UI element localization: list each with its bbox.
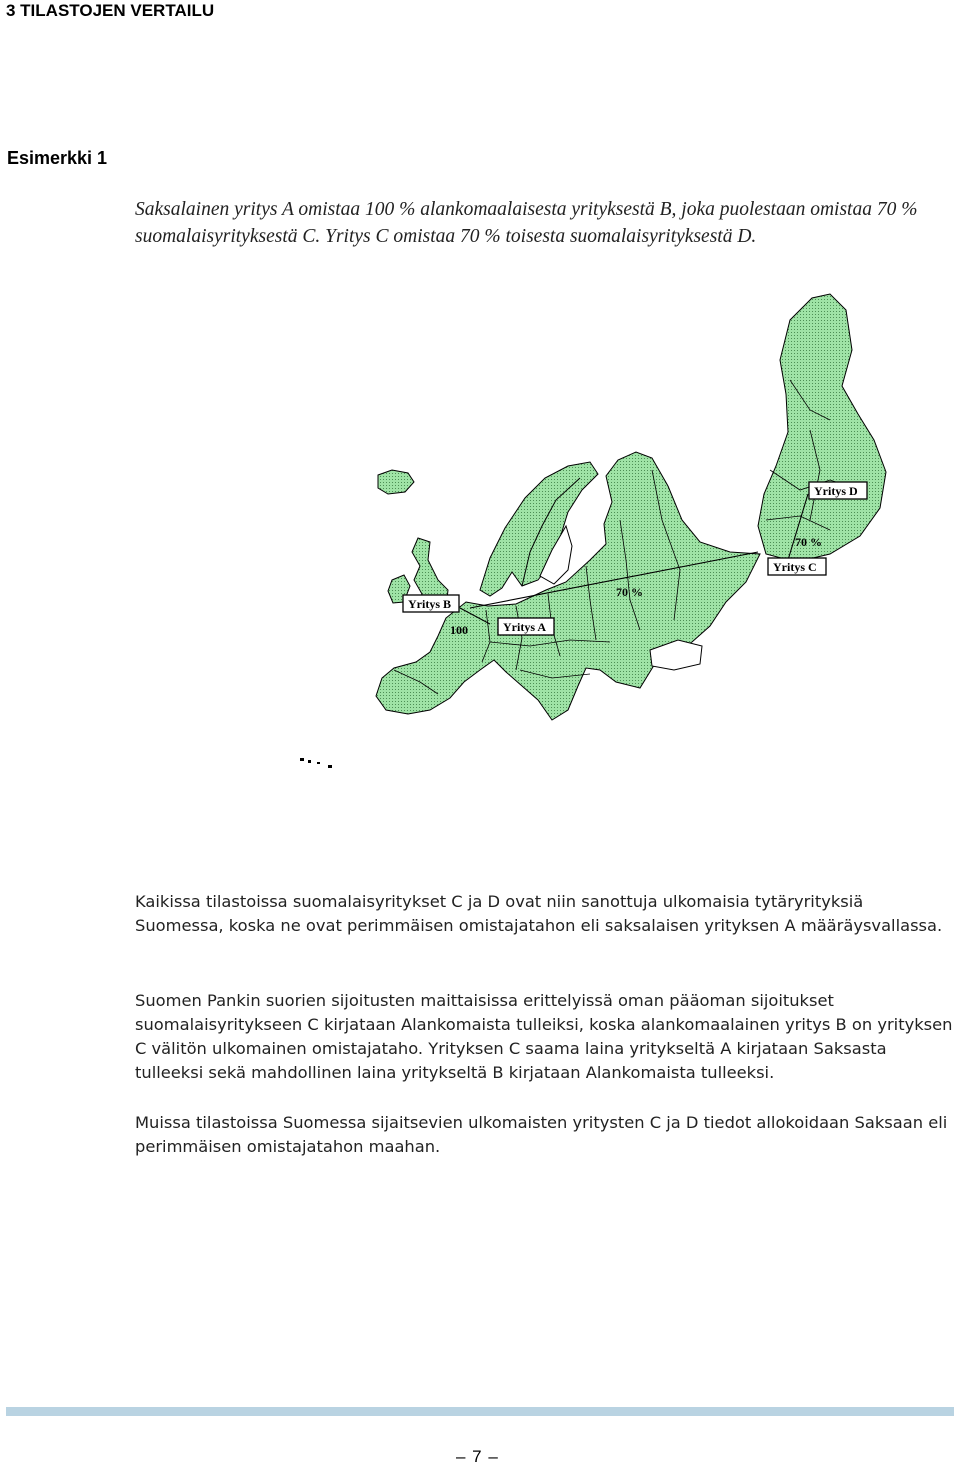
paragraph-foreign-subsidiaries: Kaikissa tilastoissa suomalaisyritykset C ja D ovat niin sanottuja ulkomaisia tytäryrityksiä Suomessa, koska ne ovat perimmäisen omistajatahon eli saksalaisen yrityksen A määräysvallassa. xyxy=(135,892,943,935)
label-company-d-text: Yritys D xyxy=(814,484,858,498)
europe-ownership-map xyxy=(290,290,910,780)
percent-a-to-b: 100 xyxy=(450,623,468,637)
page-number: – 7 – xyxy=(456,1447,499,1466)
example-heading: Esimerkki 1 xyxy=(7,148,108,168)
paragraph-bank-of-finland: Suomen Pankin suorien sijoitusten maittaisissa erittelyissä oman pääoman sijoitukset suomalaisyritykseen C kirjataan Alankomaista tulleiksi, koska alankomaalainen yritys B on yrityksen C välitön ulkomainen omistajataho. Yrityksen C saama laina yritykseltä A kirjataan Saksasta tulleeksi sekä mahdollinen laina yritykseltä B kirjataan Alankomaista tulleeksi. xyxy=(135,991,953,1082)
paragraph-other-statistics: Muissa tilastoissa Suomessa sijaitsevien ulkomaisten yritysten C ja D tiedot allokoidaan Saksaan eli perimmäisen omistajatahon maahan. xyxy=(135,1113,948,1156)
finland-shape xyxy=(758,294,886,562)
percent-b-to-c: 70 % xyxy=(616,585,643,599)
label-company-a-text: Yritys A xyxy=(503,620,546,634)
label-company-b-text: Yritys B xyxy=(408,597,451,611)
label-company-d xyxy=(809,482,867,499)
footer-rule xyxy=(6,1407,954,1416)
label-company-c xyxy=(768,558,826,575)
example-intro-text: Saksalainen yritys A omistaa 100 % alankomaalaisesta yrityksestä B, joka puolestaan omistaa 70 % suomalaisyrityksestä C. Yritys C omistaa 70 % toisesta suomalaisyrityksestä D. xyxy=(135,199,918,247)
canary-islands xyxy=(300,758,332,768)
section-heading: 3 TILASTOJEN VERTAILU xyxy=(6,1,215,20)
label-company-b xyxy=(403,595,459,612)
iceland-shape xyxy=(378,470,414,494)
label-company-c-text: Yritys C xyxy=(773,560,817,574)
label-company-a xyxy=(498,618,554,635)
percent-c-to-d: 70 % xyxy=(795,535,822,549)
europe-map-graphic xyxy=(290,290,910,780)
